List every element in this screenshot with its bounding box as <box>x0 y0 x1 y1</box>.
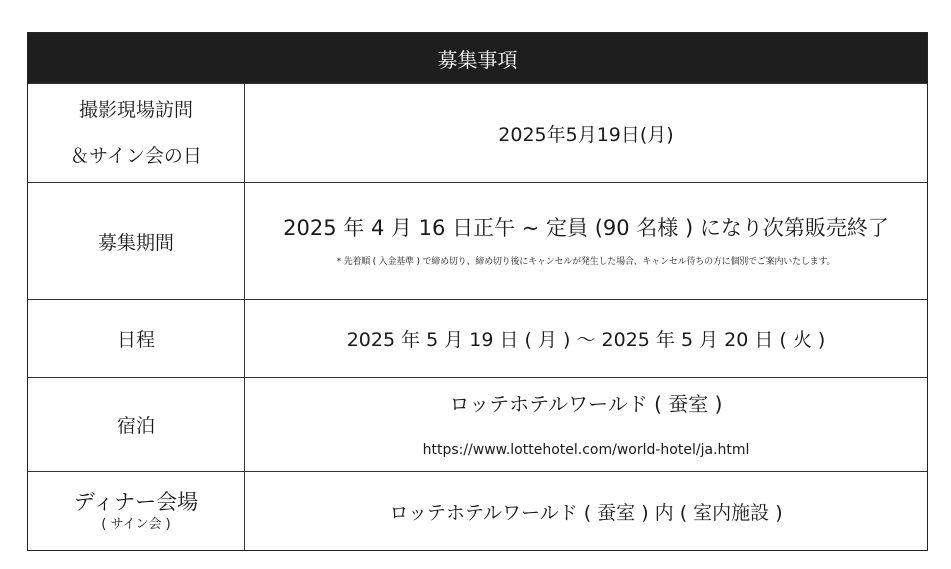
dinner-venue-text: ロッテホテルワールド ( 蚕室 ) 内 ( 室内施設 ) <box>389 501 783 524</box>
visit-date-text: 2025年5月19日(月) <box>498 123 674 146</box>
row-label-dinner <box>28 472 245 550</box>
row-value-period <box>245 183 927 299</box>
table-row-accommodation <box>28 377 927 471</box>
table-row-period <box>28 182 927 299</box>
row-label-period <box>28 183 245 299</box>
row-value-accommodation <box>245 378 927 471</box>
row-label-line-2: ＆サイン会の日 <box>70 145 202 167</box>
table-row-dinner <box>28 471 927 550</box>
row-value-visit-date <box>245 84 927 182</box>
row-label-accommodation <box>28 378 245 471</box>
row-label-line-1: 撮影現場訪問 <box>78 99 193 121</box>
schedule-text: 2025 年 5 月 19 日 ( 月 ) 〜 2025 年 5 月 20 日 ( 火 ) <box>346 329 826 351</box>
recruitment-table <box>27 32 928 551</box>
row-value-dinner <box>245 472 927 550</box>
row-value-schedule <box>245 300 927 377</box>
period-text: 2025 年 4 月 16 日正午 ~ 定員 (90 名様 ) になり次第販売終了 <box>283 216 889 240</box>
row-label-visit-date <box>28 84 245 182</box>
period-note: * 先着順 ( 入金基準 ) で締め切り、締め切り後にキャンセルが発生した場合、キャンセル待ちの方に個別でご案内いたします。 <box>336 257 836 267</box>
hotel-name: ロッテホテルワールド ( 蚕室 ) <box>449 391 723 416</box>
table-row-schedule <box>28 299 927 377</box>
dinner-sublabel-text: ( サイン会 ) <box>101 517 171 532</box>
table-header-title: 募集事項 <box>437 47 518 72</box>
dinner-label-text: ディナー会場 <box>73 490 199 514</box>
period-label-text: 募集期間 <box>97 231 174 254</box>
table-row-visit-date <box>28 83 927 182</box>
row-label-schedule <box>28 300 245 377</box>
table-header <box>28 33 927 83</box>
hotel-url-link[interactable]: https://www.lottehotel.com/world-hotel/ja.html <box>422 441 750 458</box>
accommodation-label-text: 宿泊 <box>116 415 155 437</box>
schedule-label-text: 日程 <box>116 329 155 351</box>
